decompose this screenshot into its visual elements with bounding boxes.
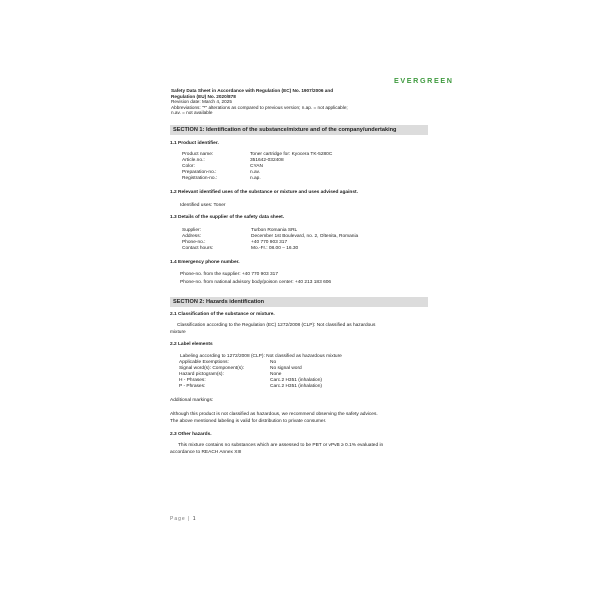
exemptions-label: Applicable Exemptions: [179, 360, 229, 365]
section-1-1-title: 1.1 Product identifier. [170, 141, 219, 146]
abbreviations-line1: Abbreviations: "*" alterations as compared to previous version; n.ap. = not applicable; [171, 104, 348, 110]
registration-no-label: Registration-no.: [182, 176, 218, 181]
section-2-3-title: 2.3 Other hazards. [170, 432, 212, 437]
pictogram-value: None [270, 372, 282, 377]
additional-markings: Additional markings: [170, 398, 214, 403]
contact-hours-label: Contact hours: [182, 246, 214, 251]
color-value: CYAN [250, 164, 263, 169]
section-2-2-title: 2.2 Label elements [170, 342, 213, 347]
section-1-2-title: 1.2 Relevant identified uses of the substance or mixture and uses advised against. [170, 190, 358, 195]
h-phrases-value: Carc.2 H351 (inhalation) [270, 378, 322, 383]
product-name-value: Toner cartridge for: Kyocera TK-5280C [250, 152, 333, 157]
signal-word-value: No signal word [270, 366, 302, 371]
page-number: 1 [192, 516, 197, 522]
classification-line1: Classification according to the Regulation (EC) 1272/2008 (CLP): Not classified as hazardous [177, 323, 376, 328]
supplier-value: Turbon Romania SRL [251, 228, 298, 233]
registration-no-value: n.ap. [250, 176, 261, 181]
section-1-4-title: 1.4 Emergency phone number. [170, 260, 240, 265]
labeling-intro: Labeling according to 1272/2008 (CLP): Not classified as hazardous mixture [180, 354, 342, 359]
revision-date: Revision date: March 4, 2025 [171, 99, 232, 105]
poison-center-phone: Phone-no. from national advisory body/poison center: +40 213 183 606 [180, 280, 332, 285]
phone-label: Phone-no.: [182, 240, 206, 245]
pictogram-label: Hazard pictogram(s): [179, 372, 224, 377]
other-hazards-line1: This mixture contains no substances which are assessed to be PBT or vPvB ≥ 0.1% evaluated in [178, 443, 384, 448]
product-name-label: Product name: [182, 152, 214, 157]
doc-title-line2: Regulation (EU) No. 2020/878 [171, 93, 236, 99]
address-value: December 1st Boulevard, no. 2, Oltenita, Romania [251, 234, 359, 239]
section1-heading: SECTION 1: Identification of the substance/mixture and of the company/undertaking [170, 125, 428, 135]
abbreviations-line2: n.av. = not available [171, 110, 213, 116]
article-no-label: Article.no.: [182, 158, 205, 163]
other-hazards-line2: accordance to REACH Annex XIII [170, 450, 242, 455]
p-phrases-value: Carc.2 H351 (inhalation) [270, 384, 322, 389]
supplier-phone: Phone-no. from the supplier: +40 770 903 317 [180, 272, 279, 277]
phone-value: +40 770 903 317 [251, 240, 288, 245]
section2-heading: SECTION 2: Hazards identification [170, 297, 428, 307]
classification-line2: mixture [170, 330, 186, 335]
supplier-label: Supplier: [182, 228, 201, 233]
labeling-validity-note: The above mentioned labeling is valid for distribution to private consumer. [170, 419, 327, 424]
p-phrases-label: P - Phrases: [179, 384, 206, 389]
preparation-no-value: n.av. [250, 170, 261, 175]
exemptions-value: No [270, 360, 277, 365]
page-footer [170, 516, 197, 522]
article-no-value: 351642-032408 [250, 158, 284, 163]
contact-hours-value: Mo.-Fr.: 08.00 – 16.30 [251, 246, 299, 251]
preparation-no-label: Preparation-no.: [182, 170, 217, 175]
safety-advice-note: Although this product is not classified as hazardous, we recommend observing the safety advices. [170, 412, 378, 417]
section-1-3-title: 1.3 Details of the supplier of the safety data sheet. [170, 215, 285, 220]
address-label: Address: [182, 234, 201, 239]
document-header [171, 88, 461, 116]
signal-word-label: Signal word(s): Component(s): [179, 366, 245, 371]
section-2-1-title: 2.1 Classification of the substance or mixture. [170, 312, 275, 317]
doc-title-line1: Safety Data Sheet in Accordance with Regulation (EC) No. 1907/2006 and [171, 88, 334, 93]
color-label: Color: [182, 164, 195, 169]
h-phrases-label: H - Phrases: [179, 378, 206, 383]
identified-uses: Identified uses: Toner [180, 203, 226, 208]
evergreen-logo: EVERGREEN [394, 76, 454, 85]
page-label: Page | [170, 516, 191, 522]
